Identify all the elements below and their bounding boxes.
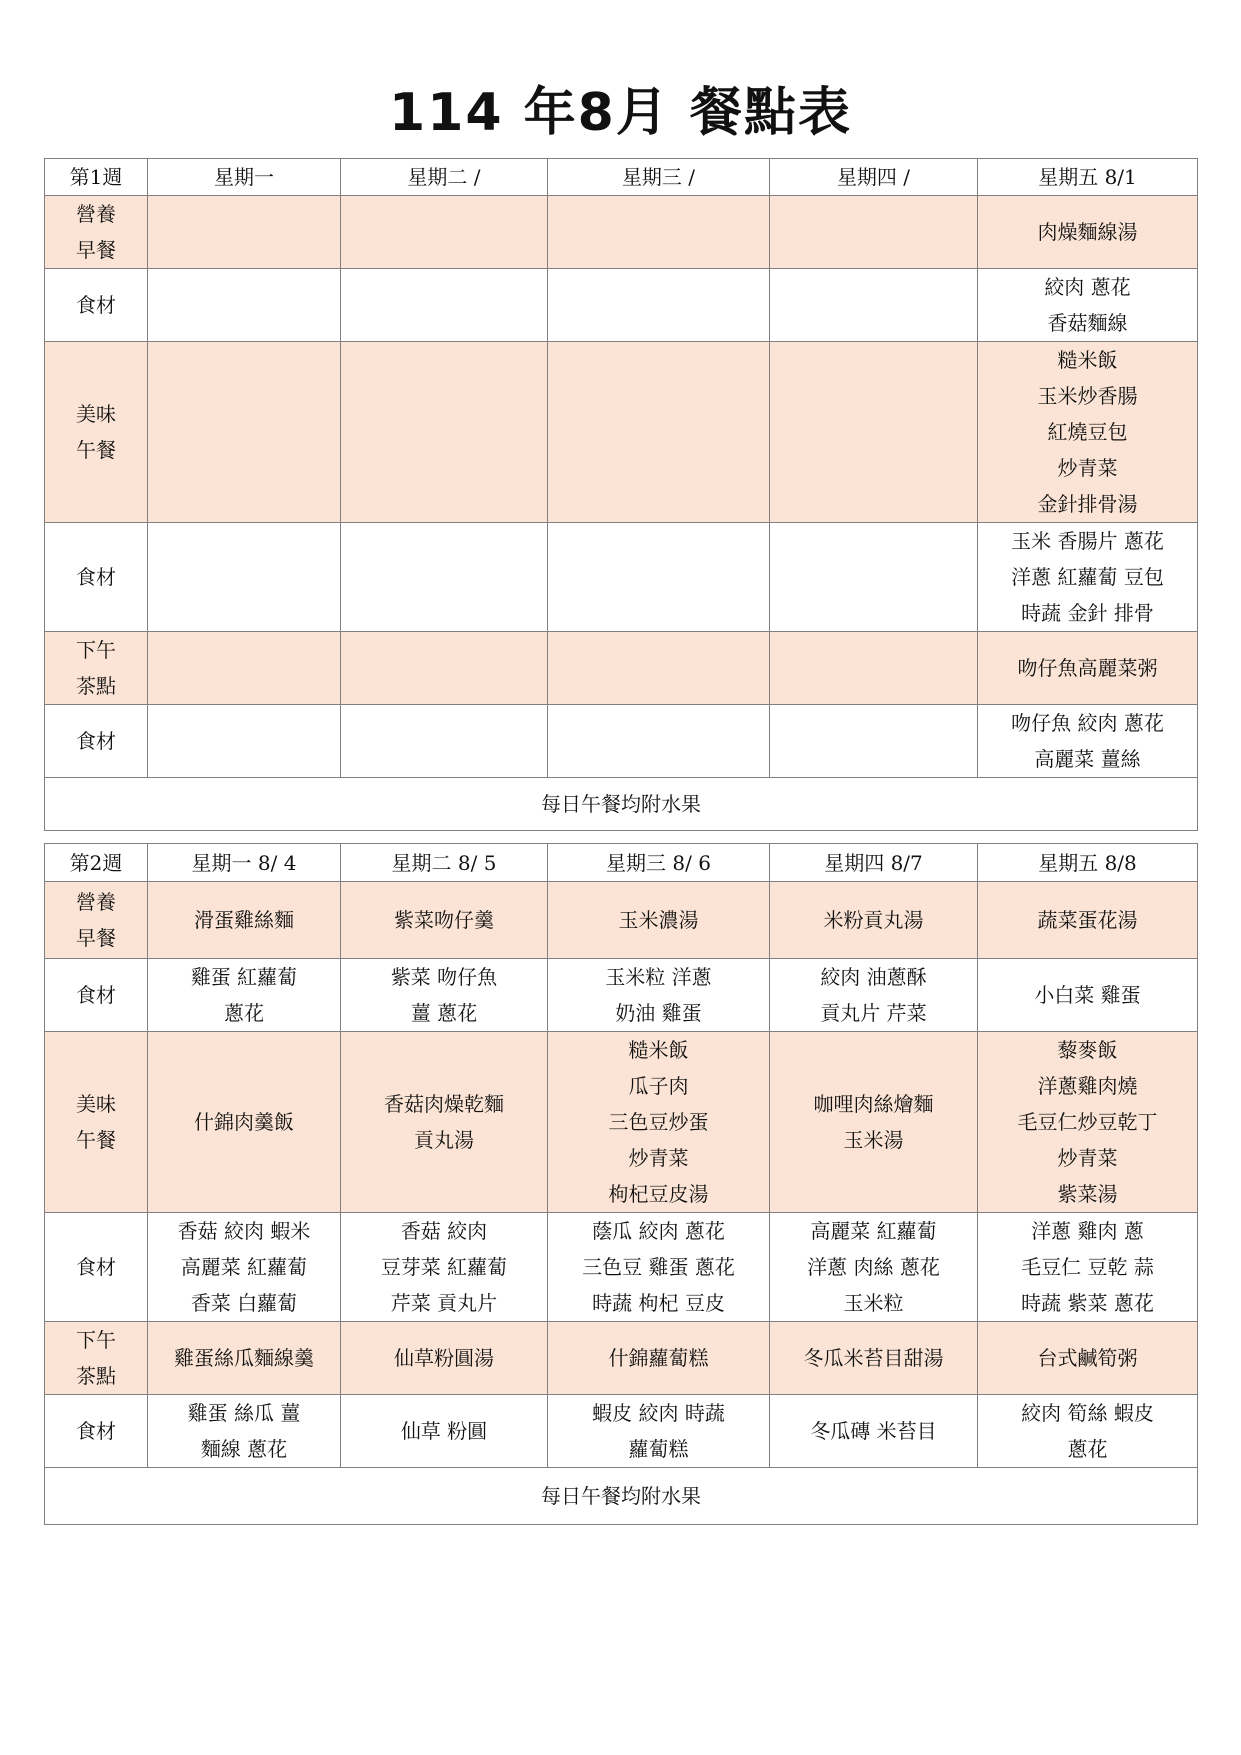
snack-ingredients-line: 蝦皮 絞肉 時蔬 bbox=[592, 1401, 725, 1425]
breakfast-ingredients-line: 貢丸片 芹菜 bbox=[820, 1001, 927, 1025]
snack-ingredients-cell bbox=[770, 1395, 978, 1468]
row-label-line: 食材 bbox=[76, 1255, 116, 1279]
lunch-ingredients-line: 時蔬 紫菜 蔥花 bbox=[1021, 1291, 1154, 1315]
lunch-ingredients-line: 玉米粒 bbox=[843, 1291, 904, 1315]
lunch-line: 玉米湯 bbox=[843, 1128, 904, 1152]
breakfast-row bbox=[45, 196, 1198, 269]
breakfast-cell bbox=[978, 196, 1198, 269]
row-label bbox=[45, 959, 148, 1032]
snack-cell bbox=[148, 1322, 341, 1395]
snack-ingredients-line: 麵線 蔥花 bbox=[200, 1437, 288, 1461]
breakfast-ingredients-cell bbox=[548, 959, 770, 1032]
row-label-line: 美味 bbox=[76, 1092, 116, 1116]
row-label bbox=[45, 196, 148, 269]
snack-cell bbox=[770, 632, 978, 705]
breakfast-row bbox=[45, 882, 1198, 959]
lunch-cell bbox=[978, 1032, 1198, 1213]
lunch-line: 咖哩肉絲燴麵 bbox=[813, 1092, 934, 1116]
lunch-ingredients-cell bbox=[548, 523, 770, 632]
lunch-ingredients-line: 豆芽菜 紅蘿蔔 bbox=[380, 1255, 508, 1279]
row-label-line: 食材 bbox=[76, 293, 116, 317]
breakfast-ingredients-line: 蔥花 bbox=[224, 1001, 264, 1025]
lunch-ingredients-line: 毛豆仁 豆乾 蒜 bbox=[1021, 1255, 1154, 1279]
note-row bbox=[45, 778, 1198, 831]
row-label-line: 早餐 bbox=[76, 926, 116, 950]
lunch-ingredients-cell bbox=[341, 523, 548, 632]
row-label bbox=[45, 342, 148, 523]
lunch-line: 什錦肉羹飯 bbox=[194, 1110, 294, 1134]
breakfast-line: 肉燥麵線湯 bbox=[1037, 220, 1138, 244]
lunch-cell bbox=[770, 342, 978, 523]
breakfast-cell bbox=[548, 196, 770, 269]
day-header: 星期四 / bbox=[770, 159, 978, 196]
breakfast-ingredients-cell bbox=[341, 959, 548, 1032]
snack-cell bbox=[770, 1322, 978, 1395]
lunch-ingredients-cell bbox=[770, 1213, 978, 1322]
lunch-ingredients-line: 高麗菜 紅蘿蔔 bbox=[810, 1219, 937, 1243]
lunch-line: 玉米炒香腸 bbox=[1037, 384, 1138, 408]
week-2-menu-table bbox=[44, 843, 1198, 1525]
row-label bbox=[45, 1213, 148, 1322]
day-header: 星期三 8/ 6 bbox=[548, 844, 770, 882]
day-header: 星期五 8/1 bbox=[978, 159, 1198, 196]
row-label-line: 食材 bbox=[76, 565, 116, 589]
week-label: 第2週 bbox=[45, 844, 148, 882]
snack-ingredients-cell bbox=[770, 705, 978, 778]
snack-ingredients-line: 吻仔魚 絞肉 蔥花 bbox=[1011, 711, 1164, 735]
lunch-line: 炒青菜 bbox=[1057, 456, 1118, 480]
breakfast-cell bbox=[548, 882, 770, 959]
breakfast-line: 紫菜吻仔羹 bbox=[394, 908, 494, 932]
fruit-note: 每日午餐均附水果 bbox=[45, 1468, 1198, 1525]
breakfast-ingredients-cell bbox=[770, 269, 978, 342]
fruit-note: 每日午餐均附水果 bbox=[45, 778, 1198, 831]
note-row bbox=[45, 1468, 1198, 1525]
breakfast-ingredients-cell bbox=[770, 959, 978, 1032]
breakfast-ingredients-line: 絞肉 蔥花 bbox=[1044, 275, 1131, 299]
breakfast-cell bbox=[341, 882, 548, 959]
breakfast-ingredients-line: 薑 蔥花 bbox=[410, 1001, 478, 1025]
lunch-ingredients-cell bbox=[548, 1213, 770, 1322]
row-label-line: 早餐 bbox=[76, 238, 116, 262]
snack-ingredients-line: 仙草 粉圓 bbox=[400, 1419, 488, 1443]
lunch-ingredients-line: 時蔬 金針 排骨 bbox=[1021, 601, 1154, 625]
snack-ingredients-cell bbox=[148, 705, 341, 778]
breakfast-line: 蔬菜蛋花湯 bbox=[1037, 908, 1138, 932]
snack-line: 台式鹹筍粥 bbox=[1037, 1346, 1138, 1370]
lunch-ingredients-cell bbox=[148, 1213, 341, 1322]
lunch-ingredients-cell bbox=[770, 523, 978, 632]
lunch-line: 糙米飯 bbox=[628, 1038, 689, 1062]
day-header: 星期五 8/8 bbox=[978, 844, 1198, 882]
snack-ingredients-cell bbox=[548, 1395, 770, 1468]
breakfast-line: 滑蛋雞絲麵 bbox=[194, 908, 294, 932]
breakfast-line: 玉米濃湯 bbox=[618, 908, 699, 932]
lunch-ingredients-line: 香菇 絞肉 蝦米 bbox=[177, 1219, 311, 1243]
lunch-ingredients-line: 洋蔥 雞肉 蔥 bbox=[1031, 1219, 1144, 1243]
lunch-ingredients-line: 香菜 白蘿蔔 bbox=[190, 1291, 298, 1315]
day-header: 星期一 bbox=[148, 159, 341, 196]
breakfast-ingredients-row bbox=[45, 269, 1198, 342]
lunch-line: 香菇肉燥乾麵 bbox=[384, 1092, 504, 1116]
row-label-line: 食材 bbox=[76, 983, 116, 1007]
lunch-line: 洋蔥雞肉燒 bbox=[1037, 1074, 1138, 1098]
lunch-line: 金針排骨湯 bbox=[1037, 492, 1138, 516]
snack-ingredients-line: 絞肉 筍絲 蝦皮 bbox=[1021, 1401, 1154, 1425]
row-label bbox=[45, 1322, 148, 1395]
lunch-ingredients-line: 洋蔥 肉絲 蔥花 bbox=[807, 1255, 940, 1279]
lunch-cell bbox=[341, 1032, 548, 1213]
snack-cell bbox=[341, 1322, 548, 1395]
breakfast-ingredients-line: 紫菜 吻仔魚 bbox=[390, 965, 498, 989]
snack-cell bbox=[978, 1322, 1198, 1395]
snack-ingredients-line: 蘿蔔糕 bbox=[628, 1437, 689, 1461]
snack-line: 冬瓜米苔目甜湯 bbox=[803, 1346, 944, 1370]
day-header-row bbox=[45, 844, 1198, 882]
lunch-ingredients-cell bbox=[978, 523, 1198, 632]
lunch-cell bbox=[148, 342, 341, 523]
snack-ingredients-cell bbox=[341, 705, 548, 778]
snack-ingredients-line: 高麗菜 薑絲 bbox=[1034, 747, 1141, 771]
row-label-line: 美味 bbox=[76, 402, 116, 426]
snack-ingredients-row bbox=[45, 705, 1198, 778]
lunch-ingredients-row bbox=[45, 523, 1198, 632]
breakfast-ingredients-cell bbox=[548, 269, 770, 342]
day-header: 星期二 8/ 5 bbox=[341, 844, 548, 882]
snack-line: 吻仔魚高麗菜粥 bbox=[1017, 656, 1158, 680]
breakfast-cell bbox=[978, 882, 1198, 959]
breakfast-ingredients-line: 玉米粒 洋蔥 bbox=[605, 965, 712, 989]
lunch-ingredients-line: 三色豆 雞蛋 蔥花 bbox=[582, 1255, 735, 1279]
row-label bbox=[45, 523, 148, 632]
row-label bbox=[45, 1032, 148, 1213]
breakfast-line: 米粉貢丸湯 bbox=[823, 908, 924, 932]
breakfast-ingredients-line: 奶油 雞蛋 bbox=[615, 1001, 702, 1025]
lunch-line: 紅燒豆包 bbox=[1047, 420, 1128, 444]
breakfast-ingredients-line: 小白菜 雞蛋 bbox=[1034, 983, 1141, 1007]
row-label-line: 茶點 bbox=[76, 1364, 116, 1388]
lunch-cell bbox=[148, 1032, 341, 1213]
row-label bbox=[45, 882, 148, 959]
lunch-cell bbox=[978, 342, 1198, 523]
lunch-line: 毛豆仁炒豆乾丁 bbox=[1017, 1110, 1158, 1134]
breakfast-ingredients-line: 雞蛋 紅蘿蔔 bbox=[190, 965, 298, 989]
breakfast-ingredients-line: 絞肉 油蔥酥 bbox=[820, 965, 927, 989]
row-label-line: 茶點 bbox=[76, 674, 116, 698]
lunch-line: 三色豆炒蛋 bbox=[608, 1110, 709, 1134]
breakfast-ingredients-cell bbox=[148, 959, 341, 1032]
lunch-ingredients-row bbox=[45, 1213, 1198, 1322]
row-label-line: 營養 bbox=[76, 202, 116, 226]
row-label bbox=[45, 632, 148, 705]
snack-ingredients-cell bbox=[548, 705, 770, 778]
row-label-line: 食材 bbox=[76, 1419, 116, 1443]
day-header: 星期三 / bbox=[548, 159, 770, 196]
snack-cell bbox=[548, 1322, 770, 1395]
lunch-row bbox=[45, 1032, 1198, 1213]
lunch-ingredients-cell bbox=[341, 1213, 548, 1322]
breakfast-ingredients-cell bbox=[341, 269, 548, 342]
page-title: 114 年8月 餐點表 bbox=[389, 83, 852, 143]
snack-line: 雞蛋絲瓜麵線羹 bbox=[174, 1346, 314, 1370]
lunch-cell bbox=[770, 1032, 978, 1213]
lunch-line: 紫菜湯 bbox=[1057, 1182, 1118, 1206]
snack-ingredients-line: 蔥花 bbox=[1067, 1437, 1108, 1461]
lunch-ingredients-line: 玉米 香腸片 蔥花 bbox=[1011, 529, 1164, 553]
snack-ingredients-row bbox=[45, 1395, 1198, 1468]
lunch-line: 炒青菜 bbox=[628, 1146, 689, 1170]
snack-cell bbox=[341, 632, 548, 705]
lunch-line: 藜麥飯 bbox=[1057, 1038, 1118, 1062]
breakfast-ingredients-row bbox=[45, 959, 1198, 1032]
snack-ingredients-line: 雞蛋 絲瓜 薑 bbox=[187, 1401, 301, 1425]
lunch-line: 糙米飯 bbox=[1057, 348, 1118, 372]
lunch-line: 貢丸湯 bbox=[414, 1128, 474, 1152]
day-header-row bbox=[45, 159, 1198, 196]
breakfast-ingredients-cell bbox=[978, 269, 1198, 342]
row-label-line: 食材 bbox=[76, 729, 116, 753]
lunch-cell bbox=[548, 1032, 770, 1213]
lunch-cell bbox=[548, 342, 770, 523]
snack-cell bbox=[148, 632, 341, 705]
lunch-ingredients-cell bbox=[148, 523, 341, 632]
snack-ingredients-line: 冬瓜磚 米苔目 bbox=[810, 1419, 937, 1443]
breakfast-cell bbox=[770, 196, 978, 269]
snack-ingredients-cell bbox=[978, 705, 1198, 778]
week-label: 第1週 bbox=[45, 159, 148, 196]
breakfast-ingredients-cell bbox=[978, 959, 1198, 1032]
breakfast-cell bbox=[148, 882, 341, 959]
lunch-ingredients-line: 高麗菜 紅蘿蔔 bbox=[180, 1255, 308, 1279]
lunch-line: 炒青菜 bbox=[1057, 1146, 1118, 1170]
lunch-row bbox=[45, 342, 1198, 523]
lunch-ingredients-line: 香菇 絞肉 bbox=[400, 1219, 488, 1243]
breakfast-ingredients-cell bbox=[148, 269, 341, 342]
week-1-menu-table bbox=[44, 158, 1198, 831]
breakfast-cell bbox=[148, 196, 341, 269]
row-label-line: 午餐 bbox=[76, 438, 116, 462]
lunch-ingredients-cell bbox=[978, 1213, 1198, 1322]
snack-ingredients-cell bbox=[978, 1395, 1198, 1468]
row-label-line: 午餐 bbox=[76, 1128, 116, 1152]
snack-line: 什錦蘿蔔糕 bbox=[608, 1346, 709, 1370]
lunch-ingredients-line: 芹菜 貢丸片 bbox=[390, 1291, 498, 1315]
breakfast-cell bbox=[770, 882, 978, 959]
snack-cell bbox=[548, 632, 770, 705]
snack-ingredients-cell bbox=[148, 1395, 341, 1468]
day-header: 星期一 8/ 4 bbox=[148, 844, 341, 882]
day-header: 星期二 / bbox=[341, 159, 548, 196]
row-label-line: 下午 bbox=[76, 1328, 116, 1352]
row-label-line: 下午 bbox=[76, 638, 116, 662]
snack-cell bbox=[978, 632, 1198, 705]
snack-line: 仙草粉圓湯 bbox=[394, 1346, 494, 1370]
row-label bbox=[45, 705, 148, 778]
breakfast-cell bbox=[341, 196, 548, 269]
snack-ingredients-cell bbox=[341, 1395, 548, 1468]
breakfast-ingredients-line: 香菇麵線 bbox=[1047, 311, 1128, 335]
lunch-ingredients-line: 蔭瓜 絞肉 蔥花 bbox=[592, 1219, 725, 1243]
lunch-line: 瓜子肉 bbox=[628, 1074, 689, 1098]
day-header: 星期四 8/7 bbox=[770, 844, 978, 882]
snack-row bbox=[45, 632, 1198, 705]
row-label-line: 營養 bbox=[76, 890, 116, 914]
lunch-ingredients-line: 時蔬 枸杞 豆皮 bbox=[592, 1291, 725, 1315]
lunch-ingredients-line: 洋蔥 紅蘿蔔 豆包 bbox=[1011, 565, 1164, 589]
snack-row bbox=[45, 1322, 1198, 1395]
lunch-line: 枸杞豆皮湯 bbox=[608, 1182, 709, 1206]
row-label bbox=[45, 1395, 148, 1468]
lunch-cell bbox=[341, 342, 548, 523]
row-label bbox=[45, 269, 148, 342]
